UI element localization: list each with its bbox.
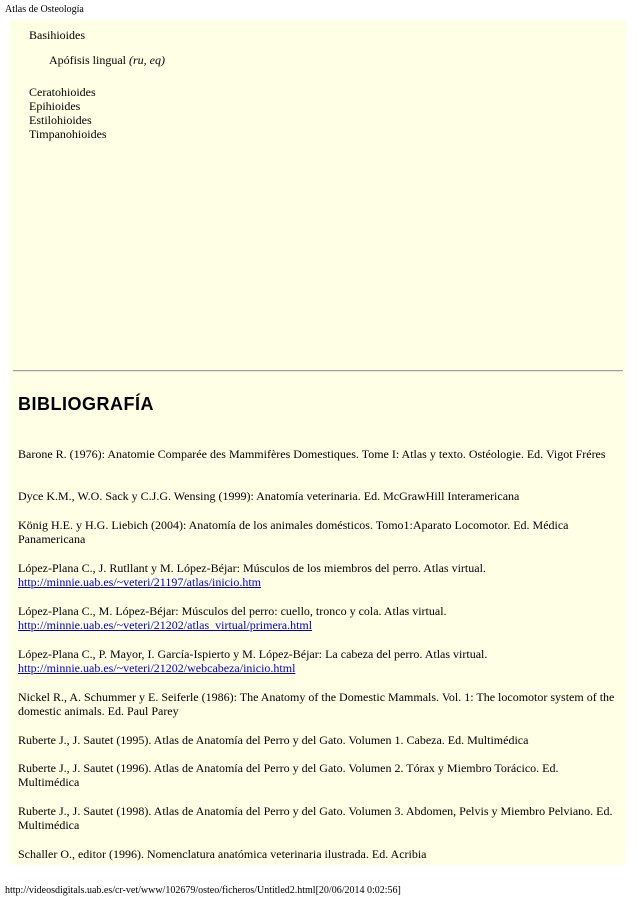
reference-text: López-Plana C., P. Mayor, I. García-Ispierto y M. López-Béjar: La cabeza del perro. Atlas virtual. — [18, 647, 488, 661]
reference-item — [18, 804, 618, 832]
content-panel — [10, 20, 626, 865]
term-item: Timpanohioides — [29, 127, 107, 141]
reference-item — [18, 761, 618, 789]
section-divider — [13, 370, 623, 372]
reference-item — [18, 647, 618, 675]
term-sub-item — [49, 53, 165, 67]
reference-text: López-Plana C., J. Rutllant y M. López-Béjar: Músculos de los miembros del perro. Atlas virtual. — [18, 561, 486, 575]
reference-item — [18, 733, 618, 747]
reference-text: Ruberte J., J. Sautet (1995). Atlas de Anatomía del Perro y del Gato. Volumen 1. Cabeza. Ed. Multimédica — [18, 733, 529, 747]
bone-term-list — [29, 28, 165, 141]
reference-text: Dyce K.M., W.O. Sack y C.J.G. Wensing (1999): Anatomía veterinaria. Ed. McGrawHill Interamericana — [18, 489, 520, 503]
reference-text: Ruberte J., J. Sautet (1998). Atlas de Anatomía del Perro y del Gato. Volumen 3. Abdomen, Pelvis y Miembro Pelviano. Ed. Multimédica — [18, 804, 613, 832]
reference-item — [18, 604, 618, 632]
reference-link[interactable]: http://minnie.uab.es/~veteri/21202/atlas_virtual/primera.html — [18, 618, 313, 632]
reference-item — [18, 447, 618, 461]
term-item: Epihioides — [29, 99, 81, 113]
reference-text: Barone R. (1976): Anatomie Comparée des Mammifères Domestiques. Tome I: Atlas y texto. Ostéologie. Ed. Vigot Fréres — [18, 447, 606, 461]
reference-item — [18, 690, 618, 718]
reference-text: König H.E. y H.G. Liebich (2004): Anatomía de los animales domésticos. Tomo1:Aparato Locomotor. Ed. Médica Panamericana — [18, 518, 569, 546]
reference-link[interactable]: http://minnie.uab.es/~veteri/21197/atlas/inicio.htm — [18, 575, 262, 589]
term-item: Estilohioides — [29, 113, 92, 127]
reference-text: Ruberte J., J. Sautet (1996). Atlas de Anatomía del Perro y del Gato. Volumen 2. Tórax y Miembro Torácico. Ed. Multimédica — [18, 761, 559, 789]
reference-item — [18, 561, 618, 589]
term-sub-abbr: (ru, eq) — [129, 53, 165, 67]
reference-item — [18, 518, 618, 546]
page-footer-url: http://videosdigitals.uab.es/cr-vet/www/102679/osteo/ficheros/Untitled2.html[20/06/2014 0:02:56] — [5, 885, 401, 896]
reference-text: Nickel R., A. Schummer y E. Seiferle (1986): The Anatomy of the Domestic Mammals. Vol. 1: The locomotor system of the domestic animals. Ed. Paul Parey — [18, 690, 615, 718]
term-item: Ceratohioides — [29, 85, 96, 99]
reference-text: Schaller O., editor (1996). Nomenclatura anatómica veterinaria ilustrada. Ed. Acribia — [18, 847, 427, 861]
reference-text: López-Plana C., M. López-Béjar: Músculos del perro: cuello, tronco y cola. Atlas virtual. — [18, 604, 447, 618]
reference-link[interactable]: http://minnie.uab.es/~veteri/21202/webcabeza/inicio.html — [18, 661, 296, 675]
term-item: Basihioides — [29, 28, 85, 42]
page-header: Atlas de Osteología — [5, 4, 84, 15]
reference-item — [18, 847, 618, 861]
reference-item — [18, 489, 618, 503]
term-sub-label: Apófisis lingual — [49, 53, 126, 67]
bibliography-heading: BIBLIOGRAFÍA — [18, 394, 154, 414]
